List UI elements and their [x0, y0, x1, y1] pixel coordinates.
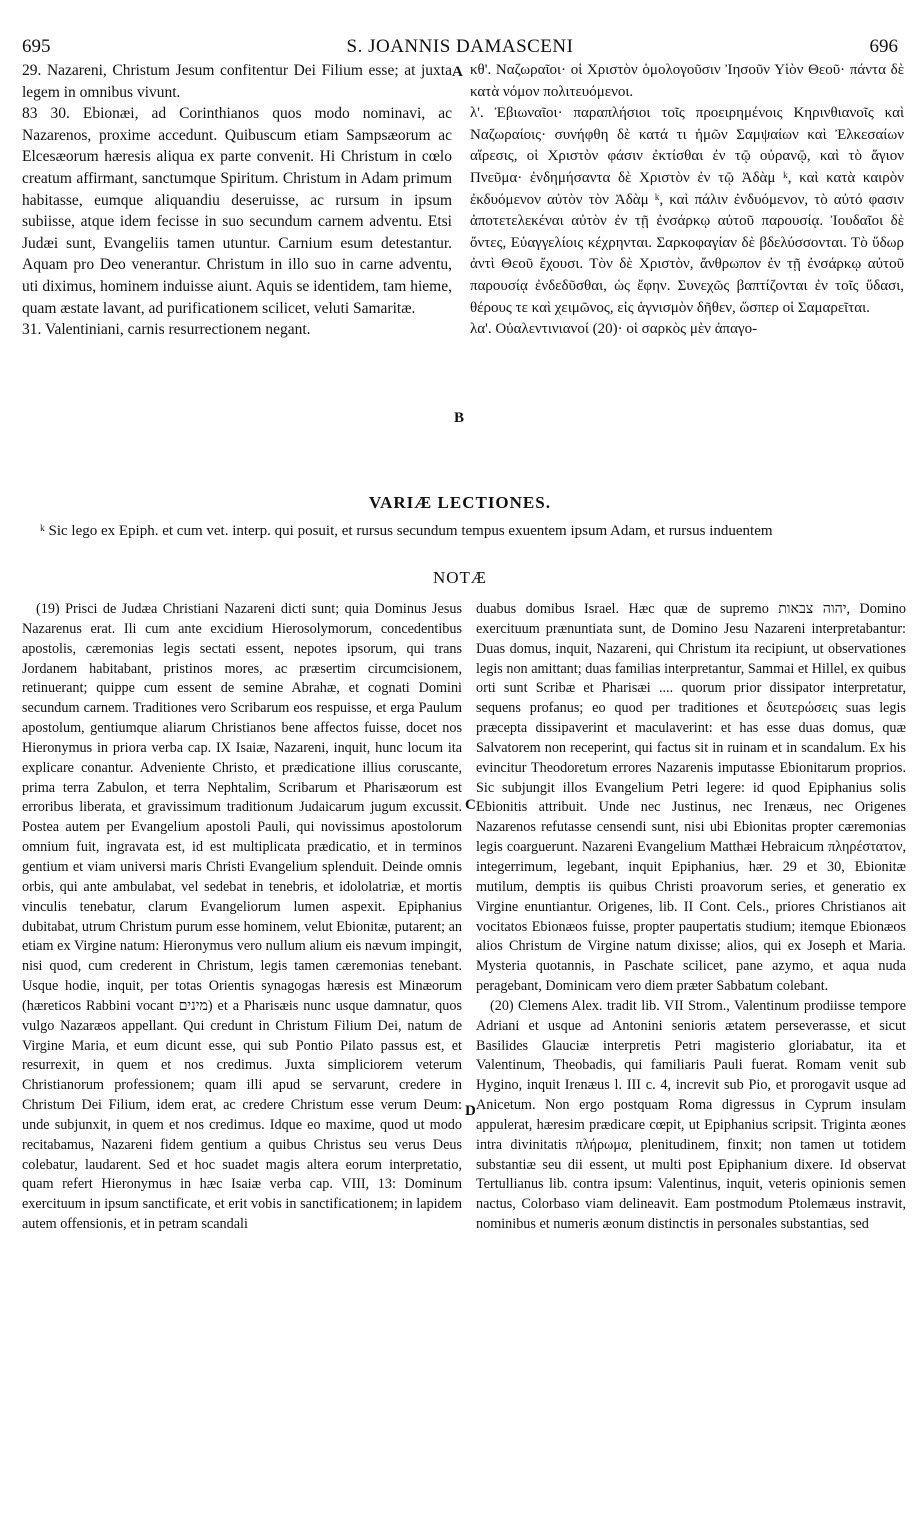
margin-letter-c: C — [465, 797, 476, 813]
greek-paragraph-30: λ'. Ἐβιωναῖοι· παραπλήσιοι τοῖς προειρημένοις Κηρινθιανοῖς καὶ Ναζωραίοις· συνήφθη δὲ κατά τι ἡμῶν Σαμψαίων καὶ Ἐλκεσαίων αἵρεσις, οἱ Χριστὸν φάσιν ἐκτίσθαι ἐν τῷ οὐρανῷ, καὶ τὸ ἅγιον Πνεῦμα· ἐνδημήσαντα δὲ Χριστὸν ἐν τῷ Ἀδὰμ ᵏ, καὶ κατὰ καιρὸν ἐκδυόμενον αὐτὸν τὸν Ἀδὰμ ᵏ, καὶ πάλιν ἐνδυόμενον, τὸ αὐτό φασιν ἀποτετελεκέναι αὐτὸν ἐν τῇ ἐνσάρκῳ αὐτοῦ παρουσίᾳ. Ἰουδαῖοι δὲ ὄντες, Εὐαγγελίοις κέχρηνται. Σαρκοφαγίαν δὲ βδελύσσονται. Τὸ ὕδωρ ἀντὶ Θεοῦ ἔχουσι. Τὸν δὲ Χριστὸν, ἄνθρωπον ἐν τῇ ἐνσάρκῳ αὐτοῦ παρουσίᾳ ἐνδεδῦσθαι, ὡς ἔφην. Συνεχῶς βαπτίζονται ἐν τοῖς ὕδασι, θέρους τε καὶ χειμῶνος, εἰς ἁγνισμὸν δῆθεν, ὥσπερ οἱ Σαμαρεῖται. — [470, 105, 904, 316]
note-20: (20) Clemens Alex. tradit lib. VII Strom., Valentinum prodiisse tempore Adriani et usque ad Antonini senioris ætatem perseverasse, et sicut Basilides Glauciæ interpretis Petri magisterio gloriabatur, ita et Valentinum, Theobadis, qui familiaris Pauli fuerat. Romam venit sub Hygino, inquit Irenæus l. III c. 4, increvit sub Pio, et prorogavit usque ad Anicetum. Non ergo postquam Roma digressus in Cyprum insulam appulerat, hæresim prædicare cœpit, ut Epiphanius scripsit. Triginta æones intra divinitatis πλήρωμα, plenitudinem, finxit; non tamen ut totidem substantiæ seu dii essent, ut multi post Epiphanium dixere. Id observat Tertullianus lib. contra ipsum: Valentinus, inquit, veteris opinionis semen nactus, Colorbaso viam delineavit. Eam postmodum Ptolemæus instravit, nominibus et numeris æonum distinctis in personales substantias, sed — [476, 997, 906, 1233]
margin-letter-b: B — [454, 410, 465, 426]
notae-title: NOTÆ — [432, 568, 488, 587]
notes-left-column — [22, 600, 462, 1235]
greek-paragraph-31: λα'. Οὐαλεντινιανοί (20)· οἱ σαρκὸς μὲν ἀπαγο- — [470, 321, 758, 338]
variae-lectiones-title: VARIÆ LECTIONES. — [369, 493, 551, 512]
note-19: (19) Prisci de Judæa Christiani Nazareni dicti sunt; quia Dominus Jesus Nazarenus erat. Ili cum ante excidium Hierosolymorum, concedentibus apostolis, cæremonias legis sectati essent, nepotes ipsorum, qui trans Jordanem habitabant, pristinos mores, ac præsertim circumcisionem, retinuerant; quippe cum essent de semine Abrahæ, et cognati Domini secundum carnem. Traditiones vero Scribarum eos respuisse, et erga Paulum apostolum, gentiumque aliarum Christianos bene affectos fuisse, docet nos Hieronymus in priora verba cap. IX Isaiæ, Nazareni, inquit, hunc locum ita explicare conantur. Adveniente Christo, et prædicatione illius coruscante, prima terra Zabulon, et terra Nephtalim, Scribarum et Pharisæorum est erroribus liberata, et gravissimum traditionum Judaicarum jugum excussit. Postea autem per Evangelium apostoli Pauli, qui novissimus apostolorum omnium fuit, ingravata est, id est multiplicata prædicatio, et in terminos gentium et viam universi maris Christi Evangelium splenduit. Deinde omnis orbis, qui ante ambulabat, vel sedebat in tenebris, et idololatriæ, et mortis vinculis tenebatur, clarum Evangeliorum lumen aspexit. Epiphanius dubitabat, utrum Christum purum esse hominem, velut Ebionitæ, putarent; an etiam ex Virgine natum: Hieronymus vero nullum alium eis nævum impingit, nisi quod, cum crederent in Christum, legis tamen cæremonias tenebant. Usque hodie, inquit, per totas Orientis synagogas hæresis est Minæorum (hæreticos Rabbini vocant מינים) et a Pharisæis nunc usque damnatur, quos vulgo Nazaræos appellant. Qui credunt in Christum Filium Dei, natum de Virgine Maria, et eum dicunt esse, qui sub Pontio Pilato passus est, et resurrexit, in quem et nos credimus. Juxta simpliciorem veterum Christianorum professionem; quam illi apud se servarunt, credere in Christum Dei Filium, idem erat, ac credere Christum esse verum Deum: unde subjunxit, in quem et nos credimus. Idque eo maxime, quod ut modo recitabamus, Nazareni fidem gentium a quibus Christus seu verus Deus colebatur, laudarent. Sed et hoc suadet magis altera eorum interpretatio, quam refert Hieronymus in hæc Isaiæ verba cap. VIII, 13: Dominum exercituum in ipsum sanctificate, et erit vobis in sanctificationem; in lapidem autem offensionis, et in petram scandali — [22, 601, 462, 1233]
latin-column — [22, 60, 452, 341]
running-title: S. JOANNIS DAMASCENI — [346, 36, 574, 57]
margin-letter-a: A — [452, 64, 463, 80]
latin-paragraph-29: 29. Nazareni, Christum Jesum confitentur Dei Filium esse; at juxta legem in omnibus vivunt. — [22, 62, 452, 101]
latin-paragraph-31: 31. Valentiniani, carnis resurrectionem negant. — [22, 321, 311, 339]
variae-lectiones-text: ᵏ Sic lego ex Epiph. et cum vet. interp. qui posuit, et rursus secundum tempus exuentem ipsum Adam, et rursus induentem — [40, 523, 773, 539]
page-number-right: 696 — [869, 36, 898, 57]
greek-paragraph-29: κθ'. Ναζωραῖοι· οἱ Χριστὸν ὁμολογοῦσιν Ἰησοῦν Υἱὸν Θεοῦ· πάντα δὲ κατὰ νόμον πολιτευόμενοι. — [470, 62, 904, 100]
note-19-continued: duabus domibus Israel. Hæc quæ de supremo יהוה צבאות, Domino exercituum prænuntiata sunt, de Domino Jesu Nazareni interpretabantur: Duas domus, inquit, Nazareni, qui Christum ita recipiunt, ut observationes legis non amittant; duas familias interpretantur, Sammai et Hillel, ex quibus orti sunt Scribæ et Pharisæi .... quorum prior dissipator interpretatur, sequens profanus; eo quod per traditiones et δευτερώσεις suas legis præcepta dissipaverint et maculaverint: et has esse duas domus, quæ Salvatorem non receperint, qui factus sit in ruinam et in scandalum. Ex his evincitur Theodoretum errores Nazarenis imputasse Ebionitarum proprios. Sic subjungit illos Evangelium Petri legere: id quod Epiphanius solis Ebionitis attribuit. Unde nec Justinus, nec Irenæus, nec Origenes Nazarenos refutasse censendi sunt, nisi ubi Ebionitas propter cæremonias legis coarguerunt. Nazareni Evangelium Matthæi Hebraicum πληρέστατον, integerrimum, legebant, inquit Epiphanius, hær. 29 et 30, Ebionitæ mutilum, demptis iis quibus Christi proavorum series, et generatio ex Virgine enuntiantur. Origenes, lib. II Cont. Cels., priores Christianos ait vocitatos Ebionæos fuisse, propter paupertatis studium; itemque Ebionæos alios Christum de Virgine natum dixisse; alios, qui ex Joseph et Maria. Mysteria quotannis, in Paschate scilicet, pane azymo, et aqua nuda peragebant, Dominicam vero diem præter Sabbatum colebant. — [476, 601, 906, 995]
margin-letter-d: D — [465, 1103, 476, 1119]
greek-column — [470, 60, 904, 341]
latin-paragraph-30: 83 30. Ebionæi, ad Corinthianos quos modo nominavi, ac Nazarenos, proxime accedunt. Quibuscum etiam Sampsæorum ac Elcesæorum hæresis aliqua ex parte convenit. Hi Christum in cœlo creatum affirmant, sanctumque Spiritum. Christum in Adam primum habitasse, eumque aliquandiu deseruisse, ac rursum in ipsum subiisse, atque idem fecisse in suo secundum carnem adventu. Etsi Judæi sunt, Evangeliis tamen utuntur. Carnium esum detestantur. Aquam pro Deo venerantur. Christum in illo suo in carne adventu, uti diximus, hominem induisse aiunt. Aquis se identidem, tam hieme, quam æstate lavant, ad purificationem scilicet, veluti Samaritæ. — [22, 105, 452, 317]
notes-right-column — [476, 600, 906, 1235]
page-number-left: 695 — [22, 36, 51, 57]
